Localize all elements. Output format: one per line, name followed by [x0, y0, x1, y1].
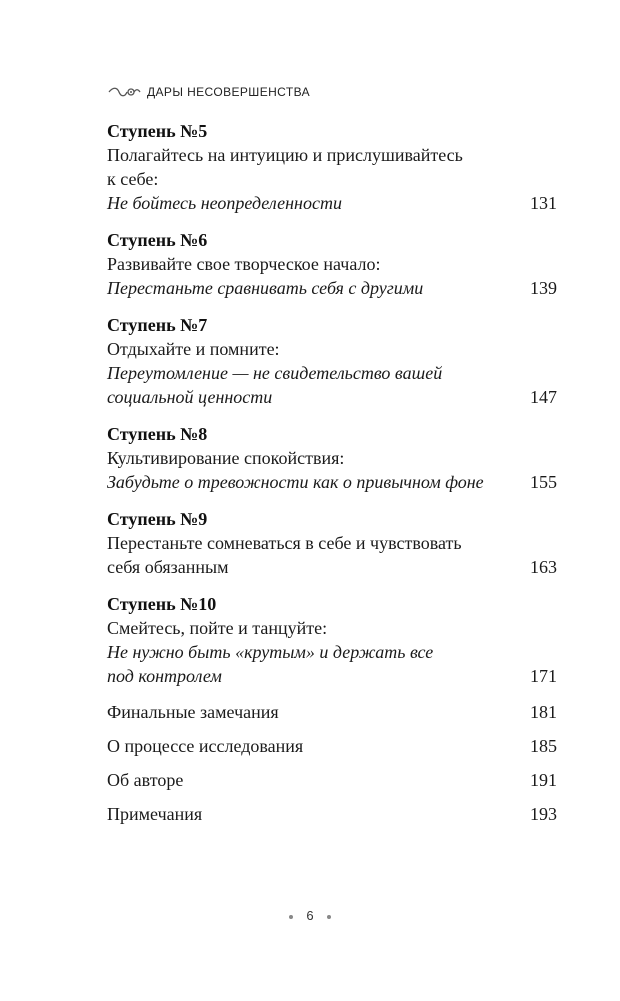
page-number: 147: [530, 387, 557, 407]
toc-entry-research-process[interactable]: [107, 734, 557, 758]
page-number: 171: [530, 666, 557, 686]
toc-entry-step-10[interactable]: [107, 592, 557, 688]
toc-entry-step-7[interactable]: [107, 313, 557, 409]
entry-label: Об авторе: [107, 770, 184, 790]
step-title: Ступень №8: [107, 424, 208, 444]
entry-line: Перестаньте сомневаться в себе и чувствовать: [107, 533, 462, 553]
step-title: Ступень №10: [107, 594, 217, 614]
book-title: ДАРЫ НЕСОВЕРШЕНСТВА: [147, 85, 310, 99]
entry-subtitle: социальной ценности 147: [107, 387, 557, 407]
entry-line: себя обязанным 163: [107, 557, 557, 577]
page-number: 131: [530, 193, 557, 213]
entry-label: О процессе исследования: [107, 736, 304, 756]
step-title: Ступень №7: [107, 315, 208, 335]
entry-subtitle: Забудьте о тревожности как о привычном фоне 155: [107, 472, 557, 492]
folio-dot-icon: [327, 915, 331, 919]
entry-subtitle: Переутомление — не свидетельство вашей: [107, 363, 443, 383]
page-number: 193: [530, 804, 557, 824]
toc-entry-step-5[interactable]: [107, 119, 557, 215]
folio-dot-icon: [289, 915, 293, 919]
toc-entry-step-9[interactable]: [107, 507, 557, 579]
entry-line: Культивирование спокойствия:: [107, 448, 345, 468]
running-header: [107, 82, 310, 102]
entry-subtitle: Не бойтесь неопределенности 131: [107, 193, 557, 213]
folio-page-number: 6: [306, 908, 314, 923]
flourish-ornament-icon: [107, 85, 141, 99]
page-number: 163: [530, 557, 557, 577]
entry-line: Отдыхайте и помните:: [107, 339, 280, 359]
toc-entry-step-8[interactable]: [107, 422, 557, 494]
page-folio: [0, 908, 620, 923]
toc-entry-notes[interactable]: [107, 802, 557, 826]
entry-label: Примечания: [107, 804, 203, 824]
entry-line: Смейтесь, пойте и танцуйте:: [107, 618, 328, 638]
step-title: Ступень №6: [107, 230, 208, 250]
step-title: Ступень №5: [107, 121, 208, 141]
entry-line: к себе:: [107, 169, 159, 189]
entry-line: Развивайте свое творческое начало:: [107, 254, 381, 274]
entry-subtitle: Не нужно быть «крутым» и держать все: [107, 642, 434, 662]
entry-subtitle: Перестаньте сравнивать себя с другими 139: [107, 278, 557, 298]
entry-subtitle: под контролем 171: [107, 666, 557, 686]
toc-entry-final-remarks[interactable]: [107, 700, 557, 724]
page-number: 155: [530, 472, 557, 492]
entry-line: Полагайтесь на интуицию и прислушивайтесь: [107, 145, 463, 165]
entry-label: Финальные замечания: [107, 702, 279, 722]
toc-entry-about-author[interactable]: [107, 768, 557, 792]
page-number: 185: [530, 736, 557, 756]
page-number: 139: [530, 278, 557, 298]
toc-entry-step-6[interactable]: [107, 228, 557, 300]
page-number: 191: [530, 770, 557, 790]
table-of-contents: [107, 119, 557, 701]
back-matter-list: [107, 700, 557, 836]
page-number: 181: [530, 702, 557, 722]
step-title: Ступень №9: [107, 509, 208, 529]
